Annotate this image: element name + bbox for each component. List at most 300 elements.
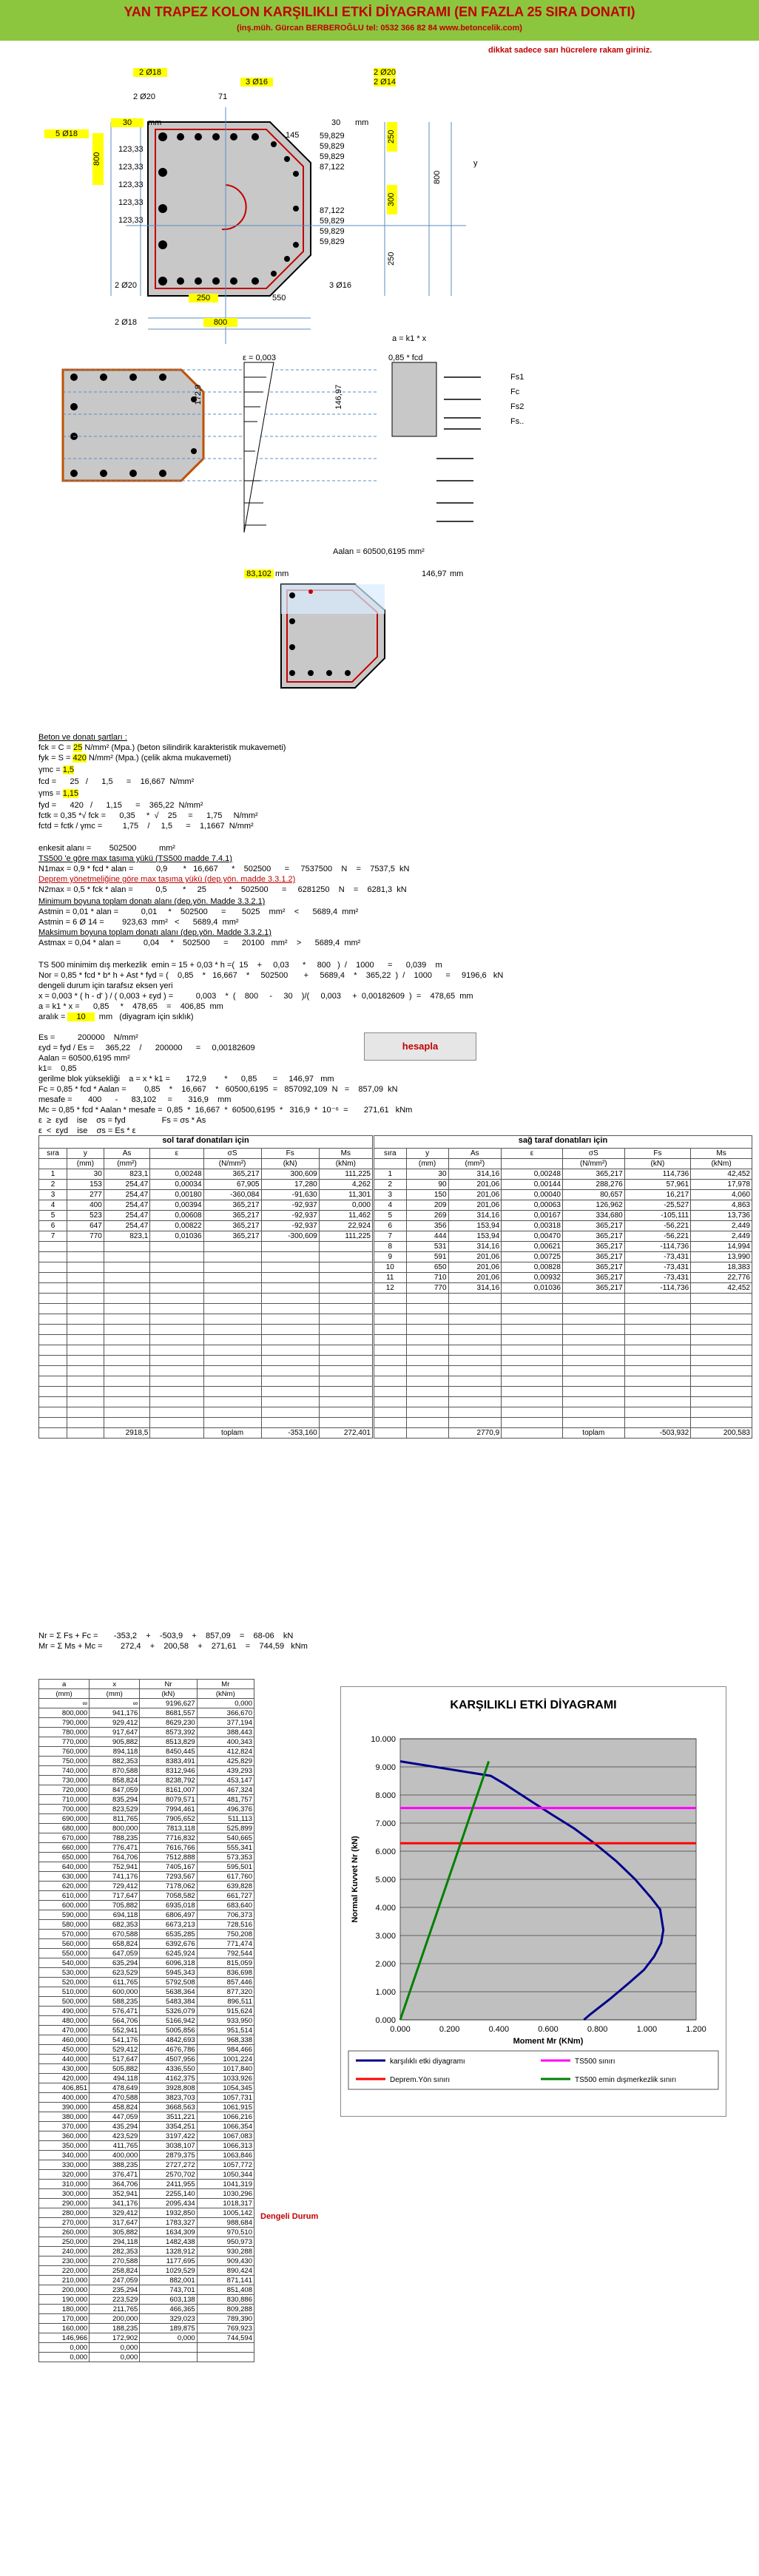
asmax-line: Astmax = 0,04 * alan = 0,04 * 502500 = 20100 mm² > 5689,4 mm² [38, 939, 361, 947]
table-cell [203, 1387, 261, 1397]
table-cell [104, 1262, 149, 1273]
table-cell: 640,000 [39, 1862, 90, 1872]
table-cell: 310,000 [39, 2180, 90, 2189]
table-cell: 4842,693 [140, 2035, 197, 2045]
table-row [39, 1200, 373, 1211]
table-cell: -56,221 [624, 1231, 690, 1242]
table-row-empty [39, 1418, 373, 1428]
table-cell: 0,000 [39, 2343, 90, 2353]
table-cell: 800,000 [39, 1708, 90, 1718]
table-cell: 984,466 [197, 2045, 254, 2055]
table-cell [104, 1397, 149, 1407]
table-cell: 0,00725 [502, 1252, 563, 1262]
table-cell: 6535,285 [140, 1930, 197, 1939]
table-cell: 2727,272 [140, 2160, 197, 2170]
table-cell: 1 [39, 1169, 67, 1180]
right-table-title: sağ taraf donatıları için [374, 1135, 752, 1149]
table-cell: 6 [39, 1221, 67, 1231]
table-cell: 160,000 [39, 2324, 90, 2333]
table-cell: 750,000 [39, 1757, 90, 1766]
table-cell: 11 [374, 1273, 407, 1283]
bars-left-label[interactable]: 5 Ø18 [44, 129, 89, 138]
table-cell [39, 1262, 67, 1273]
table-cell [203, 1325, 261, 1335]
bars-top-label-3[interactable]: 3 Ø16 [240, 78, 273, 87]
table-cell: 740,000 [39, 1766, 90, 1776]
table-cell: -56,221 [624, 1221, 690, 1231]
table-cell: 3823,703 [140, 2093, 197, 2103]
table-cell [261, 1407, 319, 1418]
y-tick-label: 8.000 [375, 1791, 396, 1800]
table-cell: -114,736 [624, 1242, 690, 1252]
column-unit: (mm²) [448, 1159, 502, 1169]
aralik-input[interactable]: 10 [67, 1013, 94, 1021]
table-cell [261, 1242, 319, 1252]
dim-250-top[interactable]: 250 [387, 122, 397, 152]
table-cell: 0,000 [90, 2343, 140, 2353]
table-cell [67, 1335, 104, 1345]
table-unit-row [374, 1159, 752, 1169]
table-cell [624, 1304, 690, 1314]
table-cell: 1018,317 [197, 2199, 254, 2208]
table-cell: 380,000 [39, 2112, 90, 2122]
table-cell: 67,905 [203, 1180, 261, 1190]
table-cell: 1054,345 [197, 2083, 254, 2093]
table-cell: 540,665 [197, 1833, 254, 1843]
table-cell: 16,217 [624, 1190, 690, 1200]
column-unit: (kN) [261, 1159, 319, 1169]
table-row-empty [39, 1304, 373, 1314]
y-tick-label: 5.000 [375, 1876, 396, 1884]
bars-bot-label-1: 2 Ø20 [115, 281, 137, 290]
table-cell [448, 1407, 502, 1418]
table-cell: 0,00248 [502, 1169, 563, 1180]
x-tick-label: 0.200 [439, 2025, 460, 2034]
table-row-empty [374, 1335, 752, 1345]
table-cell: 0,00932 [502, 1273, 563, 1283]
table-cell: 190,000 [39, 2295, 90, 2305]
gmc-input[interactable]: 1,5 [62, 765, 74, 774]
bars-tr-label-2[interactable]: 2 Ø14 [374, 78, 396, 87]
table-cell [261, 1252, 319, 1262]
table-cell: 0,00063 [502, 1200, 563, 1211]
table-row [39, 2324, 254, 2333]
table-cell: 364,706 [90, 2180, 140, 2189]
table-cell: 201,06 [448, 1262, 502, 1273]
table-cell: 126,962 [562, 1200, 624, 1211]
table-cell: 447,059 [90, 2112, 140, 2122]
table-row-empty [39, 1366, 373, 1376]
table-cell [67, 1273, 104, 1283]
table-cell: 1932,850 [140, 2208, 197, 2218]
table-cell: 600,000 [90, 1987, 140, 1997]
table-cell: 340,000 [39, 2151, 90, 2160]
table-cell: 1634,309 [140, 2228, 197, 2237]
table-cell: 400,000 [90, 2151, 140, 2160]
asmin2-line: Astmin = 6 Ø 14 = 923,63 mm² < 5689,4 mm² [38, 918, 239, 927]
table-row [39, 2064, 254, 2074]
table-cell [67, 1376, 104, 1387]
table-cell: 639,828 [197, 1882, 254, 1891]
table-row-empty [374, 1407, 752, 1418]
table-row [39, 1891, 254, 1901]
fctk-line: fctk = 0,35 *√ fck = 0,35 * √ 25 = 1,75 N/mm² [38, 811, 258, 820]
table-row [374, 1262, 752, 1273]
dim-300[interactable]: 300 [387, 185, 397, 214]
table-cell: 710 [406, 1273, 448, 1283]
table-cell [39, 1304, 67, 1314]
table-cell [448, 1314, 502, 1325]
table-cell: 744,594 [197, 2333, 254, 2343]
table-cell: 555,341 [197, 1843, 254, 1853]
table-cell: 425,829 [197, 1757, 254, 1766]
table-cell [67, 1418, 104, 1428]
table-cell [448, 1356, 502, 1366]
table-cell: 933,950 [197, 2016, 254, 2026]
table-cell [39, 1356, 67, 1366]
table-cell [150, 1252, 203, 1262]
table-cell [140, 2343, 197, 2353]
table-cell [150, 1283, 203, 1294]
table-cell [203, 1283, 261, 1294]
table-row-empty [39, 1376, 373, 1387]
dim-800-left[interactable]: 800 [92, 133, 104, 185]
table-cell [203, 1397, 261, 1407]
table-cell: 941,176 [90, 1708, 140, 1718]
table-cell: 365,217 [203, 1221, 261, 1231]
table-row [39, 1920, 254, 1930]
denge2-line: x = 0,003 * ( h - d' ) / ( 0,003 + εyd ) = 0,003 * ( 800 - 30 )/( 0,003 + 0,00182609 ) = 478,65 mm [38, 992, 473, 1001]
table-row [39, 1190, 373, 1200]
table-cell [261, 1356, 319, 1366]
table-cell: 858,824 [90, 1776, 140, 1785]
column-outline [148, 122, 311, 296]
mc-line: Mc = 0,85 * fcd * Aalan * mesafe = 0,85 * 16,667 * 60500,6195 * 316,9 * 10⁻⁶ = 271,61 kNm [38, 1106, 413, 1115]
table-cell [150, 1335, 203, 1345]
ts500-title: TS500 'e göre max taşıma yükü (TS500 madde 7.4.1) [38, 854, 232, 863]
table-cell [624, 1314, 690, 1325]
table-cell: 470,000 [39, 2026, 90, 2035]
table-cell [691, 1314, 752, 1325]
table-row [39, 1805, 254, 1814]
table-cell: 823,1 [104, 1169, 149, 1180]
table-cell: 8161,007 [140, 1785, 197, 1795]
table-cell: 314,16 [448, 1211, 502, 1221]
table-cell: 360,000 [39, 2132, 90, 2141]
table-row [39, 1231, 373, 1242]
table-cell: 764,706 [90, 1853, 140, 1862]
table-row [39, 1939, 254, 1949]
table-cell [39, 1273, 67, 1283]
table-cell: 18,383 [691, 1262, 752, 1273]
table-cell: 730,000 [39, 1776, 90, 1785]
table-row [39, 1718, 254, 1728]
table-cell [67, 1387, 104, 1397]
table-cell: 254,47 [104, 1221, 149, 1231]
table-cell: 7512,888 [140, 1853, 197, 1862]
column-unit [150, 1159, 203, 1169]
table-cell: 661,727 [197, 1891, 254, 1901]
table-cell: -73,431 [624, 1273, 690, 1283]
table-cell: 365,217 [562, 1231, 624, 1242]
table-cell [104, 1407, 149, 1418]
table-cell: -91,630 [261, 1190, 319, 1200]
table-cell [203, 1273, 261, 1283]
table-cell: 988,684 [197, 2218, 254, 2228]
table-cell: 1066,216 [197, 2112, 254, 2122]
table-cell: 525,899 [197, 1824, 254, 1833]
table-cell: 114,736 [624, 1169, 690, 1180]
table-cell: 8513,829 [140, 1737, 197, 1747]
table-cell: -105,111 [624, 1211, 690, 1221]
table-row-empty [39, 1407, 373, 1418]
bars-tr-label-1[interactable]: 2 Ø20 [374, 68, 396, 77]
table-cell: 201,06 [448, 1273, 502, 1283]
table-cell [624, 1407, 690, 1418]
x-tick-label: 0.800 [587, 2025, 608, 2034]
table-cell: 370,000 [39, 2122, 90, 2132]
table-cell [562, 1397, 624, 1407]
table-cell: 529,412 [90, 2045, 140, 2055]
unit-mm-1: mm [148, 118, 162, 127]
table-row [39, 2218, 254, 2228]
fc-line: Fc = 0,85 * fcd * Aalan = 0,85 * 16,667 * 60500,6195 = 857092,109 N = 857,09 kN [38, 1085, 398, 1094]
table-cell: 6806,497 [140, 1910, 197, 1920]
table-row [39, 2180, 254, 2189]
table-cell: 905,882 [90, 1737, 140, 1747]
table-cell: 658,824 [90, 1939, 140, 1949]
table-cell [39, 1418, 67, 1428]
table-row-empty [374, 1294, 752, 1304]
table-cell: 851,408 [197, 2285, 254, 2295]
gms-input[interactable]: 1,15 [62, 789, 79, 798]
column-header: Mr [197, 1680, 254, 1689]
table-cell [691, 1407, 752, 1418]
chart-frame [340, 1686, 726, 2117]
table-cell: 282,353 [90, 2247, 140, 2256]
table-cell [562, 1418, 624, 1428]
table-cell: 770,000 [39, 1737, 90, 1747]
table-cell [562, 1376, 624, 1387]
table-cell [319, 1387, 372, 1397]
table-cell: 460,000 [39, 2035, 90, 2045]
x-axis-label: Moment Mr (KNm) [513, 2037, 584, 2046]
section-drawing [0, 41, 759, 351]
aalan-label: Aalan = 60500,6195 mm² [333, 547, 425, 556]
table-row [39, 2016, 254, 2026]
table-cell: 690,000 [39, 1814, 90, 1824]
table-cell [104, 1376, 149, 1387]
nor-line: Nor = 0,85 * fcd * b* h + Ast * fyd = ( 0,85 * 16,667 * 502500 + 5689,4 * 365,22 ) / 1000 = 9196,6 kN [38, 971, 504, 980]
table-row [39, 1930, 254, 1939]
table-cell [691, 1294, 752, 1304]
table-cell [203, 1314, 261, 1325]
table-cell [406, 1366, 448, 1376]
dim-800-bottom[interactable]: 800 [203, 318, 237, 327]
table-cell [39, 1335, 67, 1345]
table-cell: 1050,344 [197, 2170, 254, 2180]
table-cell: 6392,676 [140, 1939, 197, 1949]
table-cell [203, 1294, 261, 1304]
table-row [39, 2237, 254, 2247]
table-cell: 1061,915 [197, 2103, 254, 2112]
table-cell: 871,141 [197, 2276, 254, 2285]
table-cell [448, 1376, 502, 1387]
table-cell [67, 1262, 104, 1273]
table-cell: 847,059 [90, 1785, 140, 1795]
table-row [39, 2305, 254, 2314]
table-cell [150, 1294, 203, 1304]
table-cell: 466,365 [140, 2305, 197, 2314]
table-row [39, 1862, 254, 1872]
table-cell: 314,16 [448, 1283, 502, 1294]
table-cell: 201,06 [448, 1190, 502, 1200]
table-cell [39, 1345, 67, 1356]
table-cell [624, 1345, 690, 1356]
table-cell [319, 1397, 372, 1407]
table-cell [448, 1325, 502, 1335]
x-tick-label: 0.000 [390, 2025, 411, 2034]
table-cell [502, 1335, 563, 1345]
table-cell: 5166,942 [140, 2016, 197, 2026]
table-row-empty [39, 1273, 373, 1283]
table-cell: 1001,224 [197, 2055, 254, 2064]
table-cell: 617,760 [197, 1872, 254, 1882]
table-cell: 7 [374, 1231, 407, 1242]
table-cell [104, 1356, 149, 1366]
y-tick-label: 7.000 [375, 1819, 396, 1828]
table-cell: 254,47 [104, 1200, 149, 1211]
table-cell: 0,00608 [150, 1211, 203, 1221]
column-header: Ms [691, 1149, 752, 1159]
table-cell: 915,624 [197, 2007, 254, 2016]
fyk-input[interactable]: 420 [72, 754, 87, 763]
dim-250-bottom[interactable]: 250 [189, 294, 218, 302]
table-row [39, 2160, 254, 2170]
table-cell: 0,00144 [502, 1180, 563, 1190]
table-row-empty [374, 1325, 752, 1335]
table-cell: 650 [406, 1262, 448, 1273]
table-cell [67, 1397, 104, 1407]
hesapla-button[interactable]: hesapla [364, 1032, 476, 1061]
bars-bot-label-3: 2 Ø18 [115, 318, 137, 327]
table-cell: 877,320 [197, 1987, 254, 1997]
bars-top-label-2: 2 Ø20 [133, 92, 155, 101]
table-cell [319, 1273, 372, 1283]
table-cell [374, 1397, 407, 1407]
table-cell [406, 1325, 448, 1335]
table-cell [406, 1294, 448, 1304]
table-cell: 496,376 [197, 1805, 254, 1814]
table-cell [150, 1273, 203, 1283]
table-cell: 365,217 [203, 1200, 261, 1211]
table-cell: 2411,955 [140, 2180, 197, 2189]
table-cell: 17,280 [261, 1180, 319, 1190]
table-cell: 366,670 [197, 1708, 254, 1718]
table-total-row [374, 1428, 752, 1439]
table-unit-row [39, 1689, 254, 1699]
left-dims: 123,33 123,33 123,33 123,33 123,33 [118, 145, 144, 225]
table-cell [261, 1376, 319, 1387]
table-cell: 6935,018 [140, 1901, 197, 1910]
table-cell [67, 1356, 104, 1366]
table-cell [261, 1345, 319, 1356]
table-cell [448, 1366, 502, 1376]
table-row [39, 1737, 254, 1747]
table-cell: 180,000 [39, 2305, 90, 2314]
table-row [39, 2256, 254, 2266]
table-cell: 550,000 [39, 1949, 90, 1958]
table-cell [261, 1325, 319, 1335]
column-header: sıra [374, 1149, 407, 1159]
table-cell: 830,886 [197, 2295, 254, 2305]
table-cell: 611,765 [90, 1978, 140, 1987]
table-cell: 365,217 [562, 1273, 624, 1283]
table-cell [150, 1242, 203, 1252]
es-line: Es = 200000 N/mm² [38, 1033, 138, 1042]
table-row [39, 1843, 254, 1853]
left-bar-table [38, 1148, 373, 1439]
table-cell: 444 [406, 1231, 448, 1242]
column-header: x [90, 1680, 140, 1689]
table-row [39, 2276, 254, 2285]
table-cell [39, 1252, 67, 1262]
table-cell: 530,000 [39, 1968, 90, 1978]
table-cell: 857,446 [197, 1978, 254, 1987]
table-row [39, 2035, 254, 2045]
legend-label: karşılıklı etki diyagramı [390, 2058, 465, 2066]
table-cell [261, 1314, 319, 1325]
table-cell [261, 1335, 319, 1345]
table-cell [691, 1345, 752, 1356]
table-cell [39, 1294, 67, 1304]
denge1-line: dengeli durum için tarafsız eksen yeri [38, 981, 173, 990]
table-cell: 823,1 [104, 1231, 149, 1242]
table-row [39, 1699, 254, 1708]
table-cell [150, 1407, 203, 1418]
table-cell: 610,000 [39, 1891, 90, 1901]
table-row [374, 1273, 752, 1283]
table-cell [67, 1345, 104, 1356]
table-cell: 0,00180 [150, 1190, 203, 1200]
dim-30-top[interactable]: 30 [111, 118, 144, 127]
table-cell: 420,000 [39, 2074, 90, 2083]
table-cell: 0,000 [90, 2353, 140, 2362]
table-cell: 365,217 [562, 1252, 624, 1262]
table-cell: 247,059 [90, 2276, 140, 2285]
total-fs: -503,932 [624, 1428, 690, 1439]
fck-input[interactable]: 25 [73, 743, 83, 752]
table-cell [406, 1418, 448, 1428]
bars-top-label-1[interactable]: 2 Ø18 [133, 68, 167, 77]
table-cell [319, 1356, 372, 1366]
a-eq: a = k1 * x [392, 334, 427, 343]
table-cell [691, 1397, 752, 1407]
table-cell: 356 [406, 1221, 448, 1231]
table-cell: 254,47 [104, 1211, 149, 1221]
table-row [39, 2074, 254, 2083]
table-row-empty [39, 1283, 373, 1294]
table-cell: 680,000 [39, 1824, 90, 1833]
table-row [39, 1766, 254, 1776]
aalan-line: Aalan = 60500,6195 mm² [38, 1054, 130, 1063]
table-cell [203, 1418, 261, 1428]
table-cell [406, 1345, 448, 1356]
table-cell: 647 [67, 1221, 104, 1231]
table-cell: 7293,567 [140, 1872, 197, 1882]
table-cell: 478,649 [90, 2083, 140, 2093]
table-row-empty [374, 1345, 752, 1356]
